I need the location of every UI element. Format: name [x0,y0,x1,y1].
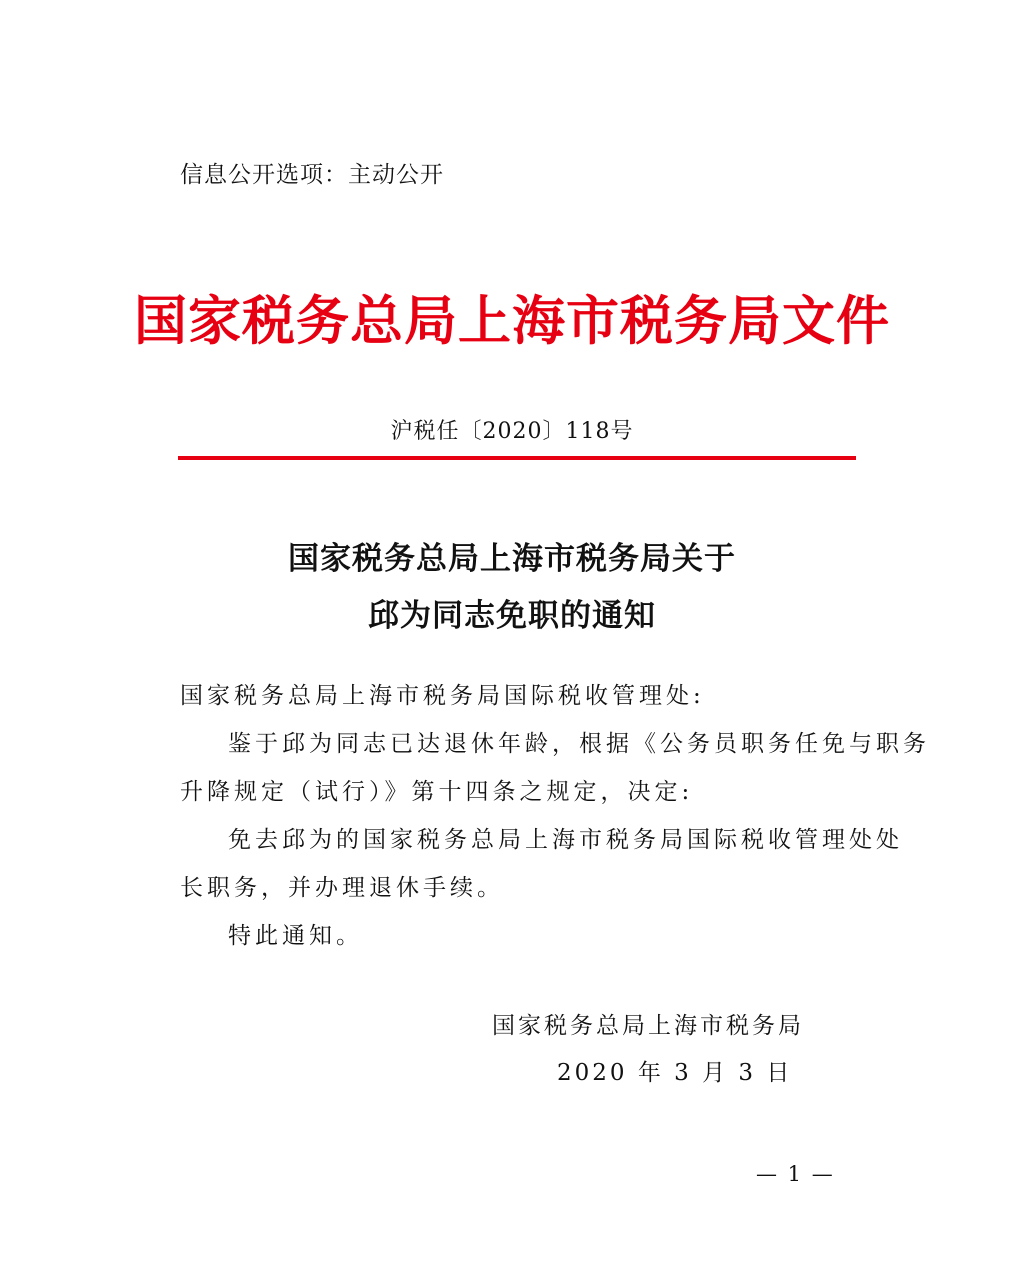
page-number: — 1 — [756,1162,835,1186]
paragraph-1-line-1: 鉴于邱为同志已达退休年龄，根据《公务员职务任免与职务 [228,731,930,757]
red-divider-line [178,456,856,460]
recipient: 国家税务总局上海市税务局国际税收管理处: [180,683,705,709]
org-header-title: 国家税务总局上海市税务局文件 [134,290,890,352]
notice-title-line-2: 邱为同志免职的通知 [368,598,656,634]
document-number: 沪税任〔2020〕118号 [390,419,634,444]
paragraph-1-line-2: 升降规定（试行）》第十四条之规定，决定: [180,779,694,805]
disclosure-option: 信息公开选项：主动公开 [180,162,444,188]
closing-line: 特此通知。 [228,923,363,949]
signature-org: 国家税务总局上海市税务局 [492,1013,804,1039]
paragraph-2-line-2: 长职务，并办理退休手续。 [180,875,504,901]
signature-date: 2020 年 3 月 3 日 [557,1060,793,1086]
notice-title-line-1: 国家税务总局上海市税务局关于 [288,541,736,577]
paragraph-2-line-1: 免去邱为的国家税务总局上海市税务局国际税收管理处处 [228,827,903,853]
